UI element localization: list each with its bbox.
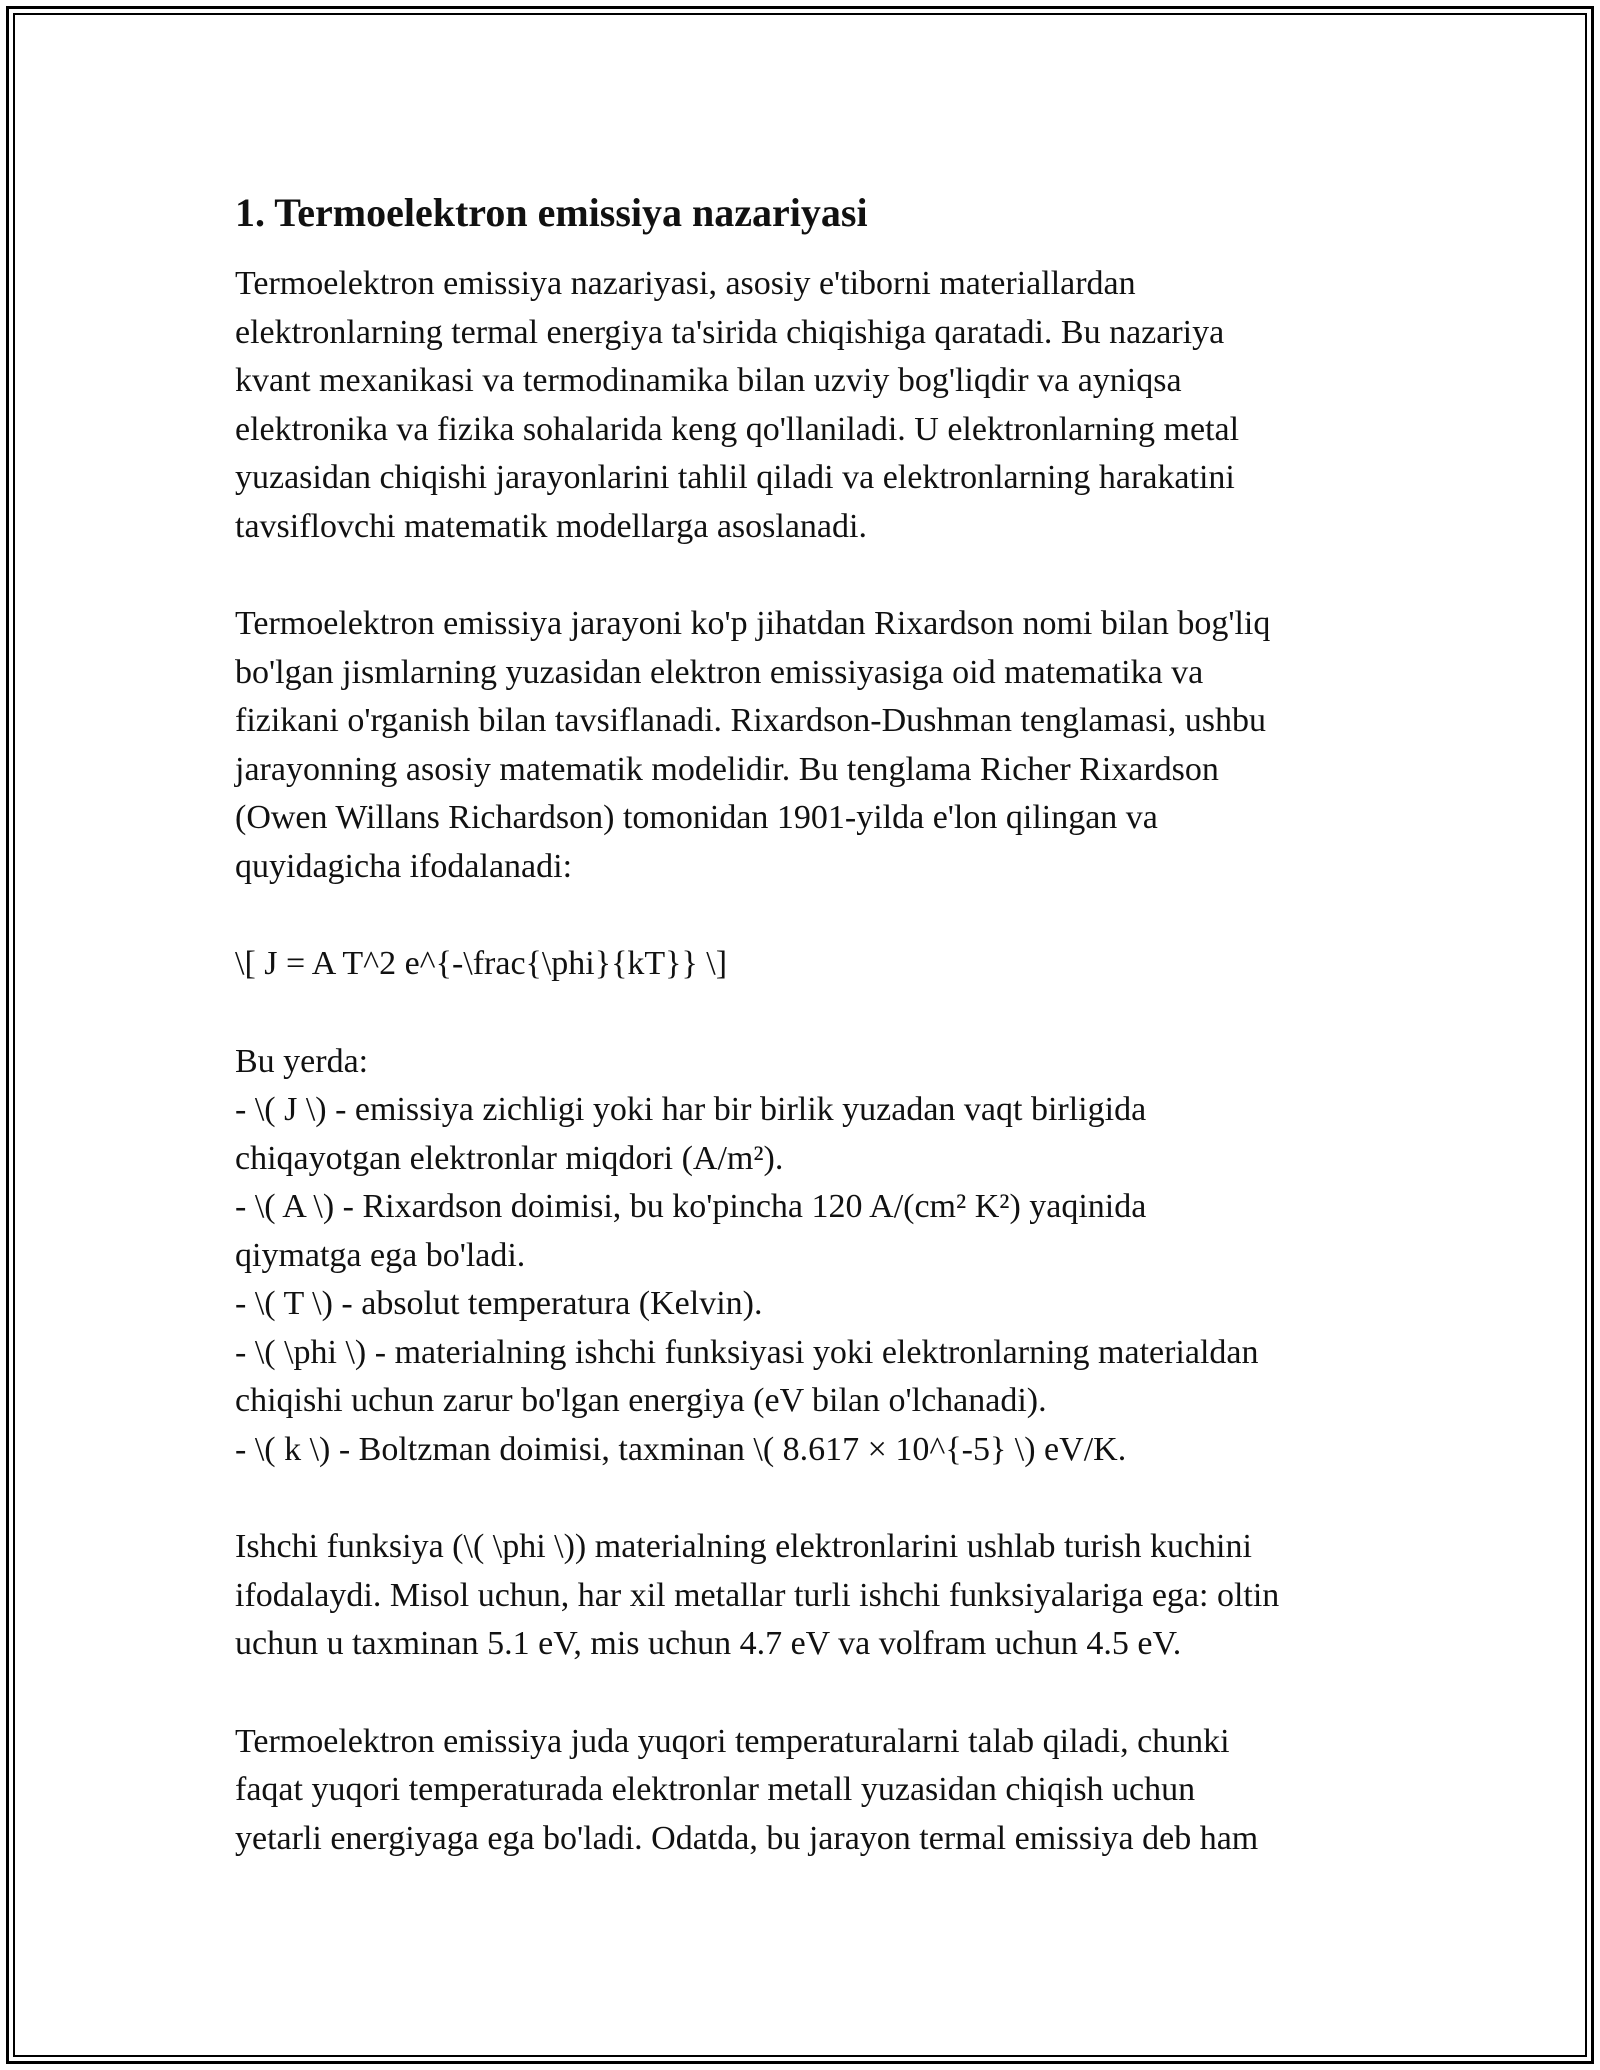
paragraph-work-function: Ishchi funksiya (\( \phi \)) materialning elektronlarini ushlab turish kuchini ifodalaydi. Misol uchun, har xil metallar turli ishchi funksiyalariga ega: oltin uchun u taxminan 5.1 eV, mis uchun 4.7 eV va volfram uchun 4.5 eV. [235,1528,1280,1662]
paragraph-intro: Termoelektron emissiya nazariyasi, asosiy e'tiborni materiallardan elektronlarning termal energiya ta'sirida chiqishiga qaratadi. Bu nazariya kvant mexanikasi va termodinamika bilan uzviy bog'liqdir va ayniqsa elektronika va fizika sohalarida keng qo'llaniladi. U elektronlarning metal yuzasidan chiqishi jarayonlarini tahlil qiladi va elektronlarning harakatini tavsiflovchi matematik modellarga asoslanadi. [235,265,1240,545]
section-heading: 1. Termoelektron emissiya nazariyasi [235,190,868,235]
equation-richardson-dushman: \[ J = A T^2 e^{-\frac{\phi}{kT}} \] [235,945,728,982]
paragraph-richardson: Termoelektron emissiya jarayoni ko'p jihatdan Rixardson nomi bilan bog'liq bo'lgan jismlarning yuzasidan elektron emissiyasiga oid matematika va fizikani o'rganish bilan tavsiflanadi. Rixardson-Dushman tenglamasi, ushbu jarayonning asosiy matematik modelidir. Bu tenglama Richer Rixardson (Owen Willans Richardson) tomonidan 1901-yilda e'lon qilingan va quyidagicha ifodalanadi: [235,605,1271,885]
paragraph-temperature: Termoelektron emissiya juda yuqori temperaturalarni talab qiladi, chunki faqat yuqori temperaturada elektronlar metall yuzasidan chiqish uchun yetarli energiyaga ega bo'ladi. Odatda, bu jarayon termal emissiya deb ham [235,1722,1259,1857]
variable-definitions: Bu yerda: - \( J \) - emissiya zichligi yoki har bir birlik yuzadan vaqt birligida chiqayotgan elektronlar miqdori (A/m²). - \( A \) - Rixardson doimisi, bu ko'pincha 120 A/(cm² K²) yaqinida qiymatga ega bo'ladi. - \( T \) - absolut temperatura (Kelvin). - \( \phi \) - materialning ishchi funksiyasi yoki elektronlarning materialdan chiqishi uchun zarur bo'lgan energiya (eV bilan o'lchanadi). - \( k \) - Boltzman doimisi, taxminan \( 8.617 × 10^{-5} \) eV/K. [235,1042,1259,1468]
document-body [235,186,1375,1863]
